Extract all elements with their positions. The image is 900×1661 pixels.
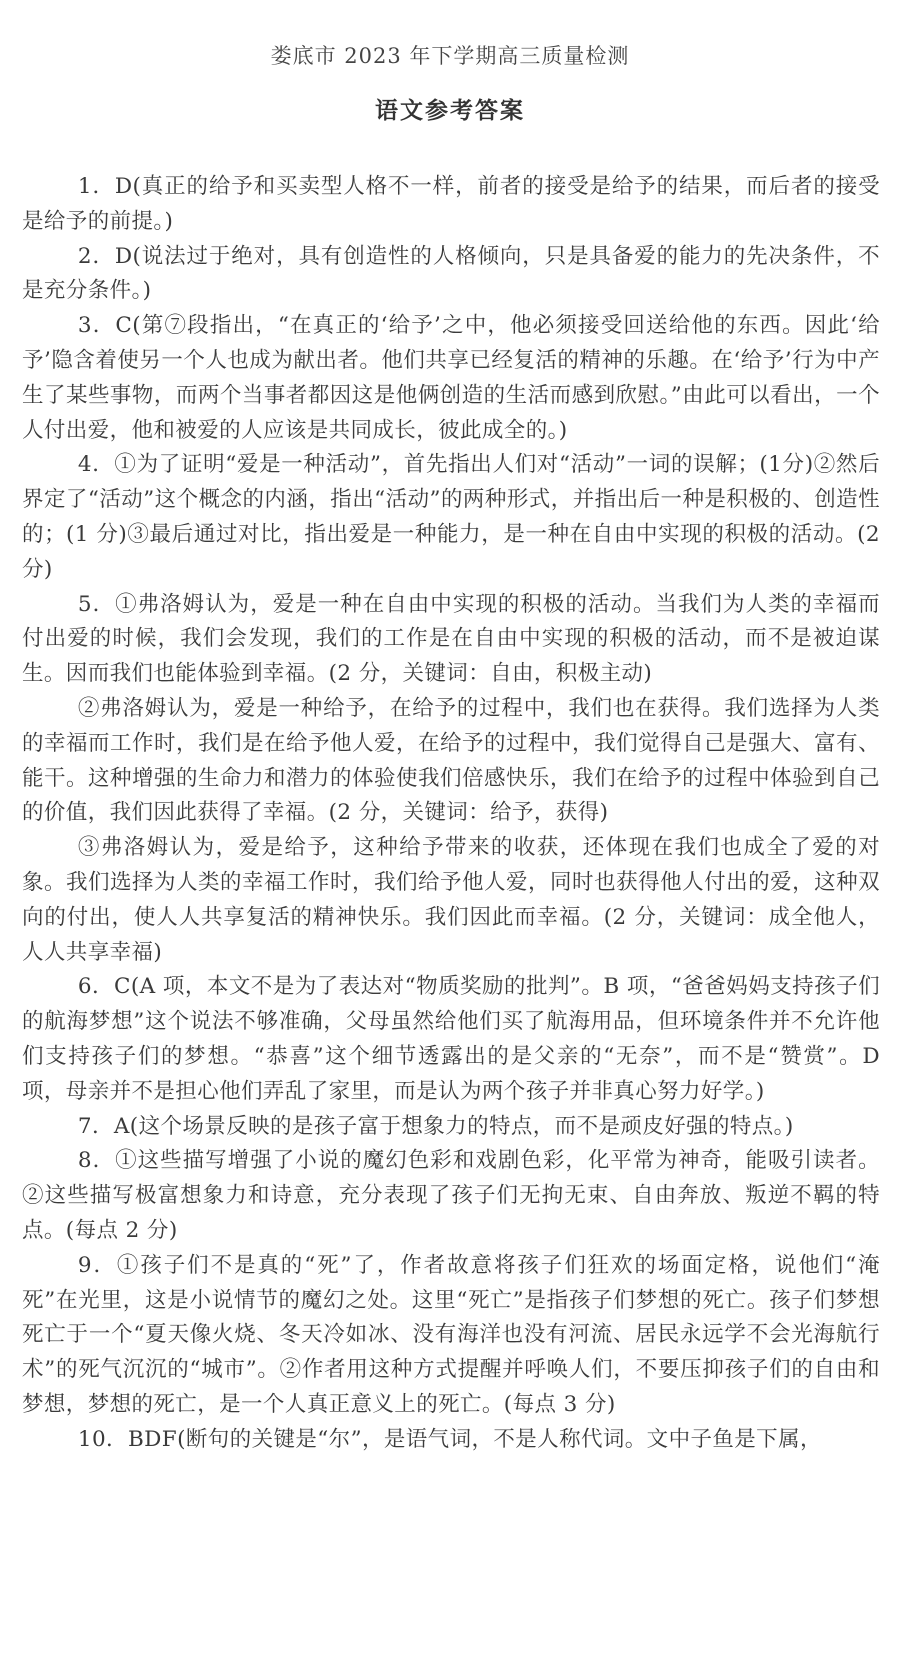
answer-paragraph: 7．A(这个场景反映的是孩子富于想象力的特点，而不是顽皮好强的特点。) xyxy=(77,1113,794,1139)
answer-paragraph: 2．D(说法过于绝对，具有创造性的人格倾向，只是具备爱的能力的先决条件，不是充分条件。) xyxy=(22,243,880,304)
answer-paragraph: 1．D(真正的给予和买卖型人格不一样，前者的接受是给予的结果，而后者的接受是给予的前提。) xyxy=(22,174,880,234)
answer-paragraph: 3．C(第⑦段指出，“在真正的‘给予’之中，他必须接受回送给他的东西。因此‘给予’隐含着使另一个人也成为献出者。他们共享已经复活的精神的乐趣。在‘给予’行为中产生了某些事物，而两个当事者都因这是他俩创造的生活而感到欣慰。”由此可以看出，一个人付出爱，他和被爱的人应该是共同成长，彼此成全的。) xyxy=(22,313,880,443)
answer-list xyxy=(22,170,880,1457)
answer-paragraph: 6．C(A 项，本文不是为了表达对“物质奖励的批判”。B 项，“爸爸妈妈支持孩子们的航海梦想”这个说法不够准确，父母虽然给他们买了航海用品，但环境条件并不允许他们支持孩子们的梦想。“恭喜”这个细节透露出的是父亲的“无奈”，而不是“赞赏”。D 项，母亲并不是担心他们弄乱了家里，而是认为两个孩子并非真心努力好学。) xyxy=(22,974,880,1104)
answer-paragraph: ②弗洛姆认为，爱是一种给予，在给予的过程中，我们也在获得。我们选择为人类的幸福而工作时，我们是在给予他人爱，在给予的过程中，我们觉得自己是强大、富有、能干。这种增强的生命力和潜力的体验使我们倍感快乐，我们在给予的过程中体验到自己的价值，我们因此获得了幸福。(2 分，关键词：给予，获得) xyxy=(22,695,880,826)
document-subtitle: 语文参考答案 xyxy=(375,97,525,124)
answer-paragraph: ③弗洛姆认为，爱是给予，这种给予带来的收获，还体现在我们也成全了爱的对象。我们选择为人类的幸福工作时，我们给予他人爱，同时也获得他人付出的爱，这种双向的付出，使人人共享复活的精神快乐。我们因此而幸福。(2 分，关键词：成全他人，人人共享幸福) xyxy=(22,835,880,965)
answer-paragraph: 10．BDF(断句的关键是“尔”，是语气词，不是人称代词。文中子鱼是下属， xyxy=(77,1426,822,1452)
answer-paragraph: 5．①弗洛姆认为，爱是一种在自由中实现的积极的活动。当我们为人类的幸福而付出爱的时候，我们会发现，我们的工作是在自由中实现的积极的活动，而不是被迫谋生。因而我们也能体验到幸福。(2 分，关键词：自由，积极主动) xyxy=(22,591,880,687)
answer-paragraph: 9．①孩子们不是真的“死”了，作者故意将孩子们狂欢的场面定格，说他们“淹死”在光里，这是小说情节的魔幻之处。这里“死亡”是指孩子们梦想的死亡。孩子们梦想死亡于一个“夏天像火烧、冬天冷如冰、没有海洋也没有河流、居民永远学不会光海航行术”的死气沉沉的“城市”。②作者用这种方式提醒并呼唤人们，不要压抑孩子们的自由和梦想，梦想的死亡，是一个人真正意义上的死亡。(每点 3 分) xyxy=(22,1252,880,1417)
answer-paragraph: 4．①为了证明“爱是一种活动”，首先指出人们对“活动”一词的误解；(1分)②然后界定了“活动”这个概念的内涵，指出“活动”的两种形式，并指出后一种是积极的、创造性的；(1 分)③最后通过对比，指出爱是一种能力，是一种在自由中实现的积极的活动。(2 分) xyxy=(22,452,880,582)
answer-paragraph: 8．①这些描写增强了小说的魔幻色彩和戏剧色彩，化平常为神奇，能吸引读者。②这些描写极富想象力和诗意，充分表现了孩子们无拘无束、自由奔放、叛逆不羁的特点。(每点 2 分) xyxy=(22,1148,880,1243)
document-title: 娄底市 2023 年下学期高三质量检测 xyxy=(270,44,630,68)
